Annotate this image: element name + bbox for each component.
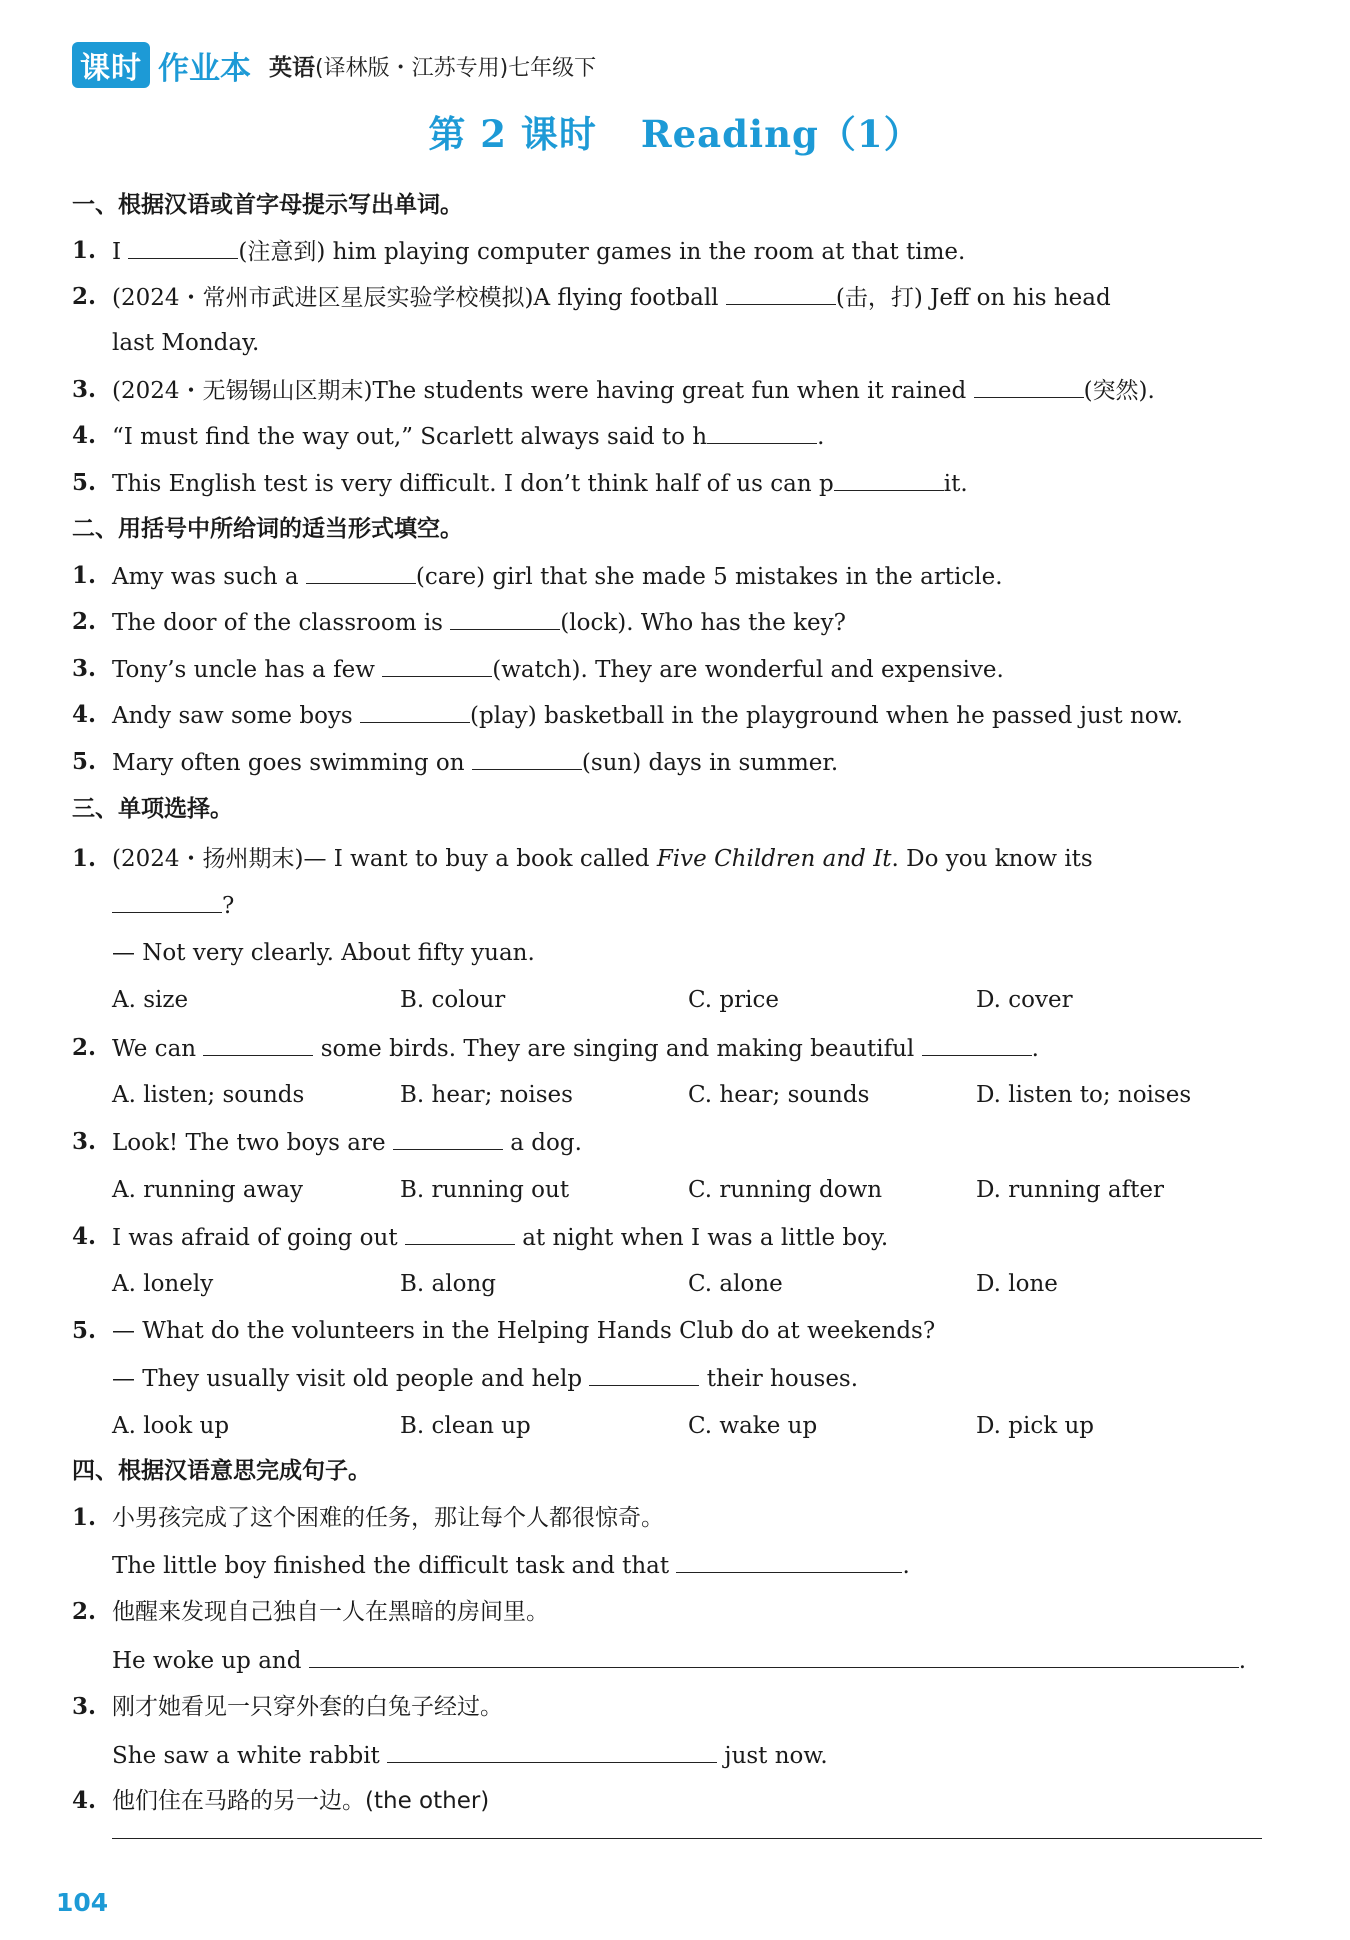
s1-q4-number: 4. bbox=[72, 422, 97, 449]
section1-heading: 一、根据汉语或首字母提示写出单词。 bbox=[72, 192, 463, 218]
answer-blank[interactable] bbox=[128, 236, 238, 259]
s2-q3-number: 3. bbox=[72, 655, 97, 682]
s3-q3-number: 3. bbox=[72, 1128, 97, 1155]
s3-q4-option-c[interactable]: C. alone bbox=[688, 1271, 783, 1297]
brand-header bbox=[72, 40, 596, 90]
s3-q5-option-d[interactable]: D. pick up bbox=[976, 1413, 1094, 1439]
brand-title: 作业本 bbox=[158, 50, 251, 87]
s3-q1-option-a[interactable]: A. size bbox=[112, 987, 189, 1013]
answer-blank[interactable] bbox=[393, 1127, 503, 1150]
s4-q3-number: 3. bbox=[72, 1693, 97, 1720]
page-number: 104 bbox=[56, 1888, 109, 1917]
answer-blank[interactable] bbox=[834, 468, 944, 491]
s3-q4-number: 4. bbox=[72, 1223, 97, 1250]
answer-blank[interactable] bbox=[974, 375, 1084, 398]
s3-q3-option-c[interactable]: C. running down bbox=[688, 1177, 883, 1203]
s1-q2-number: 2. bbox=[72, 283, 97, 310]
s4-q4-answer-line[interactable] bbox=[112, 1838, 1262, 1839]
s1-q5: This English test is very difficult. I don’t think half of us can p it. bbox=[112, 468, 968, 499]
answer-blank[interactable] bbox=[112, 890, 222, 913]
s3-q5-reply: — They usually visit old people and help their houses. bbox=[112, 1363, 858, 1394]
answer-blank[interactable] bbox=[306, 561, 416, 584]
answer-blank[interactable] bbox=[203, 1033, 313, 1056]
s3-q2-option-a[interactable]: A. listen; sounds bbox=[112, 1082, 305, 1108]
answer-blank[interactable] bbox=[676, 1550, 902, 1573]
s3-q1-reply: — Not very clearly. About fifty yuan. bbox=[112, 940, 535, 966]
s4-q3-english: She saw a white rabbit just now. bbox=[112, 1740, 828, 1771]
s1-q3-number: 3. bbox=[72, 376, 97, 403]
book-subtitle bbox=[269, 49, 596, 82]
s3-q2-option-b[interactable]: B. hear; noises bbox=[400, 1082, 573, 1108]
section3-heading: 三、单项选择。 bbox=[72, 796, 233, 822]
subject-label: 英语 bbox=[269, 54, 315, 81]
s1-q3: (2024・无锡锡山区期末)The students were having great fun when it rained (突然). bbox=[112, 375, 1155, 406]
s1-q4: “I must find the way out,” Scarlett always said to h . bbox=[112, 421, 824, 452]
answer-blank[interactable] bbox=[450, 607, 560, 630]
s1-q1: I (注意到) him playing computer games in the room at that time. bbox=[112, 236, 965, 267]
s4-q1-number: 1. bbox=[72, 1504, 97, 1531]
answer-blank[interactable] bbox=[387, 1740, 717, 1763]
s4-q4-chinese: 他们住在马路的另一边。(the other) bbox=[112, 1788, 490, 1814]
s3-q5-option-b[interactable]: B. clean up bbox=[400, 1413, 531, 1439]
s3-q1-stem-continued: ? bbox=[112, 890, 234, 921]
s2-q4: Andy saw some boys (play) basketball in the playground when he passed just now. bbox=[112, 700, 1183, 731]
s1-q2-continued: last Monday. bbox=[112, 330, 260, 356]
s2-q5-number: 5. bbox=[72, 748, 97, 775]
s3-q1-number: 1. bbox=[72, 845, 97, 872]
s2-q4-number: 4. bbox=[72, 701, 97, 728]
brand-logo: 课时 bbox=[72, 42, 150, 88]
s4-q3-chinese: 刚才她看见一只穿外套的白兔子经过。 bbox=[112, 1694, 503, 1720]
s1-q1-number: 1. bbox=[72, 237, 97, 264]
answer-blank[interactable] bbox=[405, 1222, 515, 1245]
s3-q2-option-c[interactable]: C. hear; sounds bbox=[688, 1082, 870, 1108]
s3-q2-stem: We can some birds. They are singing and making beautiful . bbox=[112, 1033, 1039, 1064]
s3-q1-option-b[interactable]: B. colour bbox=[400, 987, 506, 1013]
s4-q1-english: The little boy finished the difficult task and that . bbox=[112, 1550, 910, 1581]
answer-blank[interactable] bbox=[726, 282, 836, 305]
s3-q2-option-d[interactable]: D. listen to; noises bbox=[976, 1082, 1192, 1108]
s3-q2-number: 2. bbox=[72, 1034, 97, 1061]
s4-q4-number: 4. bbox=[72, 1787, 97, 1814]
section2-heading: 二、用括号中所给词的适当形式填空。 bbox=[72, 516, 463, 542]
answer-blank[interactable] bbox=[472, 747, 582, 770]
answer-blank[interactable] bbox=[589, 1363, 699, 1386]
s3-q3-option-d[interactable]: D. running after bbox=[976, 1177, 1164, 1203]
s2-q5: Mary often goes swimming on (sun) days in summer. bbox=[112, 747, 838, 778]
s1-q5-number: 5. bbox=[72, 469, 97, 496]
answer-blank[interactable] bbox=[707, 421, 817, 444]
s4-q1-chinese: 小男孩完成了这个困难的任务，那让每个人都很惊奇。 bbox=[112, 1505, 664, 1531]
s3-q5-stem: — What do the volunteers in the Helping Hands Club do at weekends? bbox=[112, 1318, 936, 1344]
s2-q3: Tony’s uncle has a few (watch). They are wonderful and expensive. bbox=[112, 654, 1004, 685]
lesson-title bbox=[0, 104, 1350, 158]
answer-blank[interactable] bbox=[309, 1645, 1239, 1668]
book-title: Five Children and It bbox=[656, 846, 892, 872]
s3-q5-number: 5. bbox=[72, 1317, 97, 1344]
s3-q1-stem: (2024・扬州期末)— I want to buy a book called Five Children and It. Do you know its bbox=[112, 846, 1093, 872]
edition-label: (译林版・江苏专用)七年级下 bbox=[315, 55, 597, 81]
s3-q4-option-b[interactable]: B. along bbox=[400, 1271, 496, 1297]
s4-q2-chinese: 他醒来发现自己独自一人在黑暗的房间里。 bbox=[112, 1599, 549, 1625]
s4-q2-number: 2. bbox=[72, 1598, 97, 1625]
s2-q1-number: 1. bbox=[72, 562, 97, 589]
lesson-name: Reading（1） bbox=[640, 112, 922, 156]
section4-heading: 四、根据汉语意思完成句子。 bbox=[72, 1458, 371, 1484]
answer-blank[interactable] bbox=[382, 654, 492, 677]
s3-q1-option-d[interactable]: D. cover bbox=[976, 987, 1073, 1013]
s1-q2: (2024・常州市武进区星辰实验学校模拟)A flying football (击，打) Jeff on his head bbox=[112, 282, 1111, 313]
s3-q4-stem: I was afraid of going out at night when I was a little boy. bbox=[112, 1222, 888, 1253]
s3-q4-option-d[interactable]: D. lone bbox=[976, 1271, 1058, 1297]
s2-q1: Amy was such a (care) girl that she made 5 mistakes in the article. bbox=[112, 561, 1003, 592]
s3-q3-option-a[interactable]: A. running away bbox=[112, 1177, 303, 1203]
s3-q4-option-a[interactable]: A. lonely bbox=[112, 1271, 214, 1297]
s3-q3-stem: Look! The two boys are a dog. bbox=[112, 1127, 582, 1158]
answer-blank[interactable] bbox=[922, 1033, 1032, 1056]
s2-q2: The door of the classroom is (lock). Who has the key? bbox=[112, 607, 846, 638]
lesson-number: 第 2 课时 bbox=[428, 112, 597, 156]
s3-q5-option-c[interactable]: C. wake up bbox=[688, 1413, 818, 1439]
s2-q2-number: 2. bbox=[72, 608, 97, 635]
s3-q3-option-b[interactable]: B. running out bbox=[400, 1177, 570, 1203]
s3-q1-option-c[interactable]: C. price bbox=[688, 987, 779, 1013]
s3-q5-option-a[interactable]: A. look up bbox=[112, 1413, 230, 1439]
s4-q2-english: He woke up and . bbox=[112, 1645, 1246, 1676]
answer-blank[interactable] bbox=[360, 700, 470, 723]
